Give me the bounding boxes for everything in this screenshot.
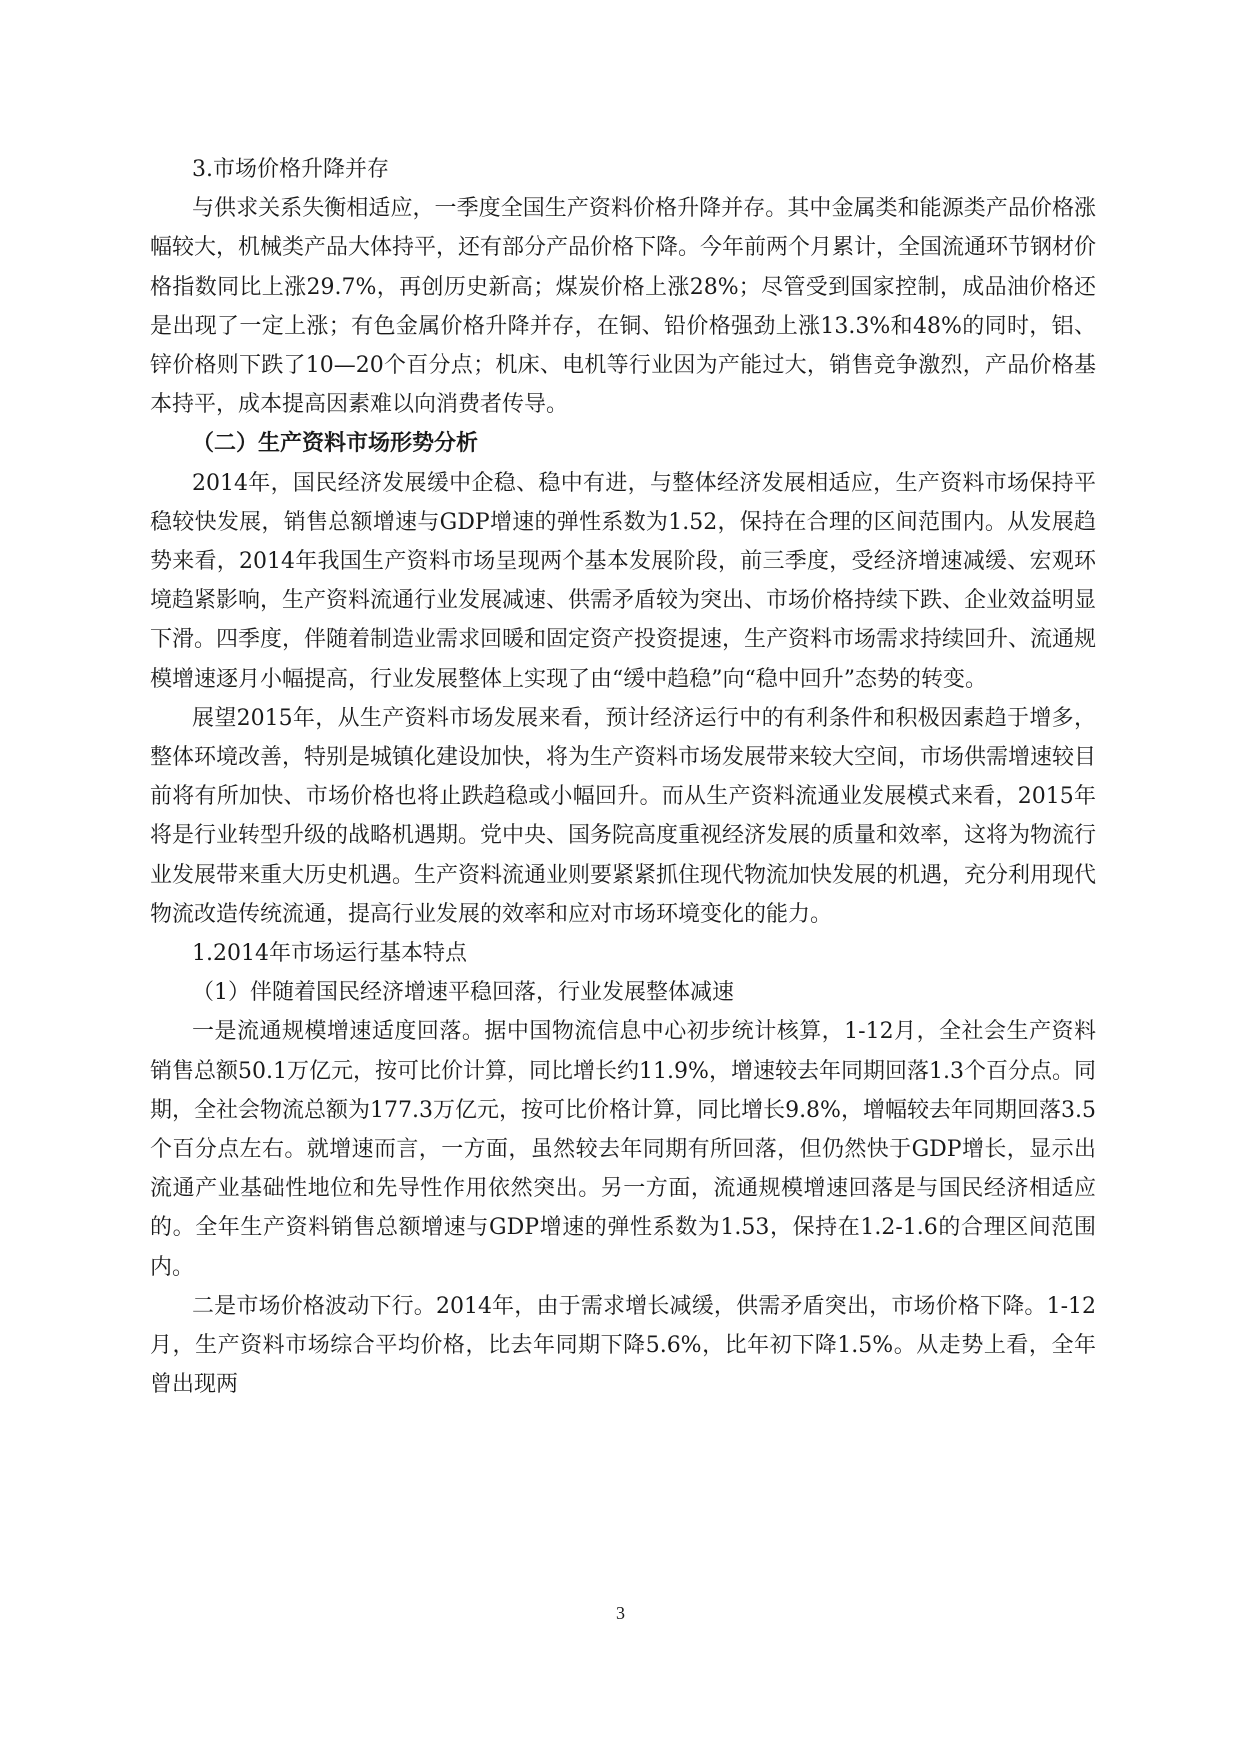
section-heading-market-analysis: （二）生产资料市场形势分析 <box>192 430 479 457</box>
paragraph-2015-outlook: 展望2015年，从生产资料市场发展来看，预计经济运行中的有利条件和积极因素趋于增多，整体环境改善，特别是城镇化建设加快，将为生产资料市场发展带来较大空间，市场供需增速较目前将有所加快、市场价格也将止跌趋稳或小幅回升。而从生产资料流通业发展模式来看，2015年将是行业转型升级的战略机遇期。党中央、国务院高度重视经济发展的质量和效率，这将为物流行业发展带来重大历史机遇。生产资料流通业则要紧紧抓住现代物流加快发展的机遇，充分利用现代物流改造传统流通，提高行业发展的效率和应对市场环境变化的能力。 <box>150 705 1097 927</box>
document-body <box>150 150 1096 1405</box>
page-number: 3 <box>616 1603 625 1623</box>
subsection-heading-slowdown: （1）伴随着国民经济增速平稳回落，行业发展整体减速 <box>192 980 734 1006</box>
paragraph-price-decline: 二是市场价格波动下行。2014年，由于需求增长减缓，供需矛盾突出，市场价格下降。1-12月，生产资料市场综合平均价格，比去年同期下降5.6%，比年初下降1.5%。从走势上看，全年曾出现两 <box>150 1293 1096 1398</box>
paragraph-price-changes: 与供求关系失衡相适应，一季度全国生产资料价格升降并存。其中金属类和能源类产品价格涨幅较大，机械类产品大体持平，还有部分产品价格下降。今年前两个月累计，全国流通环节钢材价格指数同比上涨29.7%，再创历史新高；煤炭价格上涨28%；尽管受到国家控制，成品油价格还是出现了一定上涨；有色金属价格升降并存，在铜、铅价格强劲上涨13.3%和48%的同时，铝、锌价格则下跌了10—20个百分点；机床、电机等行业因为产能过大，销售竞争激烈，产品价格基本持平，成本提高因素难以向消费者传导。 <box>150 196 1097 418</box>
paragraph-circulation-scale: 一是流通规模增速适度回落。据中国物流信息中心初步统计核算，1-12月，全社会生产资料销售总额50.1万亿元，按可比价计算，同比增长约11.9%，增速较去年同期回落1.3个百分点。同期，全社会物流总额为177.3万亿元，按可比价格计算，同比增长9.8%，增幅较去年同期回落3.5个百分点左右。就增速而言，一方面，虽然较去年同期有所回落，但仍然快于GDP增长，显示出流通产业基础性地位和先导性作用依然突出。另一方面，流通规模增速回落是与国民经济相适应的。全年生产资料销售总额增速与GDP增速的弹性系数为1.53，保持在1.2-1.6的合理区间范围内。 <box>150 1019 1096 1280</box>
subsection-heading-2014-features: 1.2014年市场运行基本特点 <box>192 941 467 967</box>
subsection-heading-market-prices: 3.市场价格升降并存 <box>192 157 389 182</box>
paragraph-2014-overview: 2014年，国民经济发展缓中企稳、稳中有进，与整体经济发展相适应，生产资料市场保持平稳较快发展，销售总额增速与GDP增速的弹性系数为1.52，保持在合理的区间范围内。从发展趋势来看，2014年我国生产资料市场呈现两个基本发展阶段，前三季度，受经济增速减缓、宏观环境趋紧影响，生产资料流通行业发展减速、供需矛盾较为突出、市场价格持续下跌、企业效益明显下滑。四季度，伴随着制造业需求回暖和固定资产投资提速，生产资料市场需求持续回升、流通规模增速逐月小幅提高，行业发展整体上实现了由“缓中趋稳”向“稳中回升”态势的转变。 <box>150 470 1097 692</box>
